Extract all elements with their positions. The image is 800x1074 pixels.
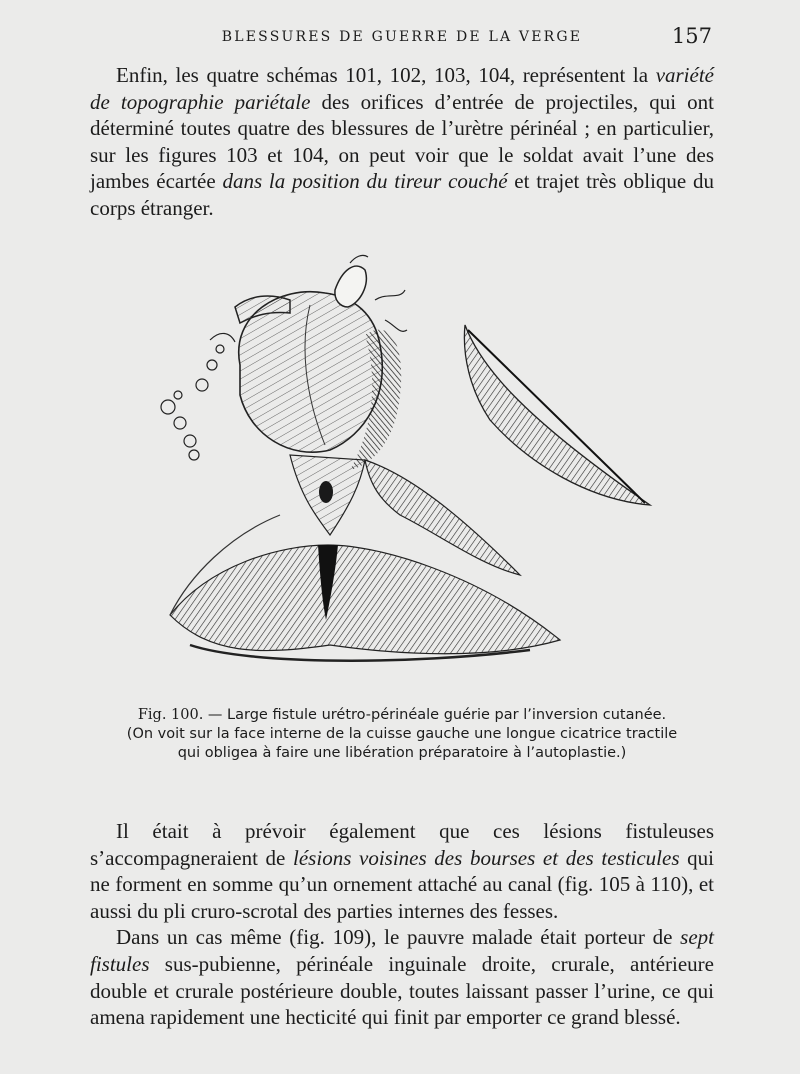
paragraph [90, 924, 714, 1030]
anatomical-illustration [150, 245, 670, 685]
running-head [92, 24, 712, 50]
italic-run: variété de topographie pariétale [90, 63, 714, 114]
figure-label: Fig. 100. [137, 707, 204, 723]
paragraph-intro [90, 62, 714, 222]
text-run: des orifices d’entrée de projectiles, qui ont déterminé toutes quatre des blessures de l’urètre périnéal ; en particulier, sur les figures 103 et 104, on peut voir que le soldat avait l’une des jambes écartée [90, 89, 714, 194]
italic-run: lésions voisines des bourses et des testicules [293, 845, 680, 870]
caption-line [90, 706, 714, 725]
text-run: et trajet très oblique du corps étranger. [90, 169, 714, 220]
paragraph [90, 62, 714, 222]
text-run: sus-pubienne, périnéale inguinale droite, crurale, antérieure double et crurale postérieure double, toutes laissant passer l’urine, ce qui amena rapidement une hecticité qui finit par emporter ce grand blessé. [90, 951, 714, 1030]
page-number: 157 [671, 24, 712, 48]
running-title: BLESSURES DE GUERRE DE LA VERGE [221, 29, 583, 45]
text-run: Enfin, les quatre schémas 101, 102, 103, 104, représentent la [116, 63, 656, 87]
text-run: Dans un cas même (fig. 109), le pauvre malade était porteur de [116, 925, 681, 950]
caption-line: qui obligea à faire une libération préparatoire à l’autoplastie.) [177, 745, 627, 761]
text-run: qui ne forment en somme qu’un ornement attaché au canal (fig. 105 à 110), et aussi du pli cruro-scrotal des parties internes des fesses. [90, 845, 714, 923]
text-run: Il était à prévoir également que ces lésions fistuleuses s’accompagneraient de [90, 819, 714, 870]
italic-run: sept fistules [90, 925, 714, 976]
italic-run: dans la position du tireur couché [222, 169, 508, 194]
caption-text: — Large fistule urétro-périnéale guérie par l’inversion cutanée. [203, 707, 667, 723]
paragraph [90, 818, 714, 924]
figure-caption [90, 706, 714, 763]
caption-line: (On voit sur la face interne de la cuisse gauche une longue cicatrice tractile [126, 726, 678, 742]
paragraph-lesions [90, 818, 714, 1031]
